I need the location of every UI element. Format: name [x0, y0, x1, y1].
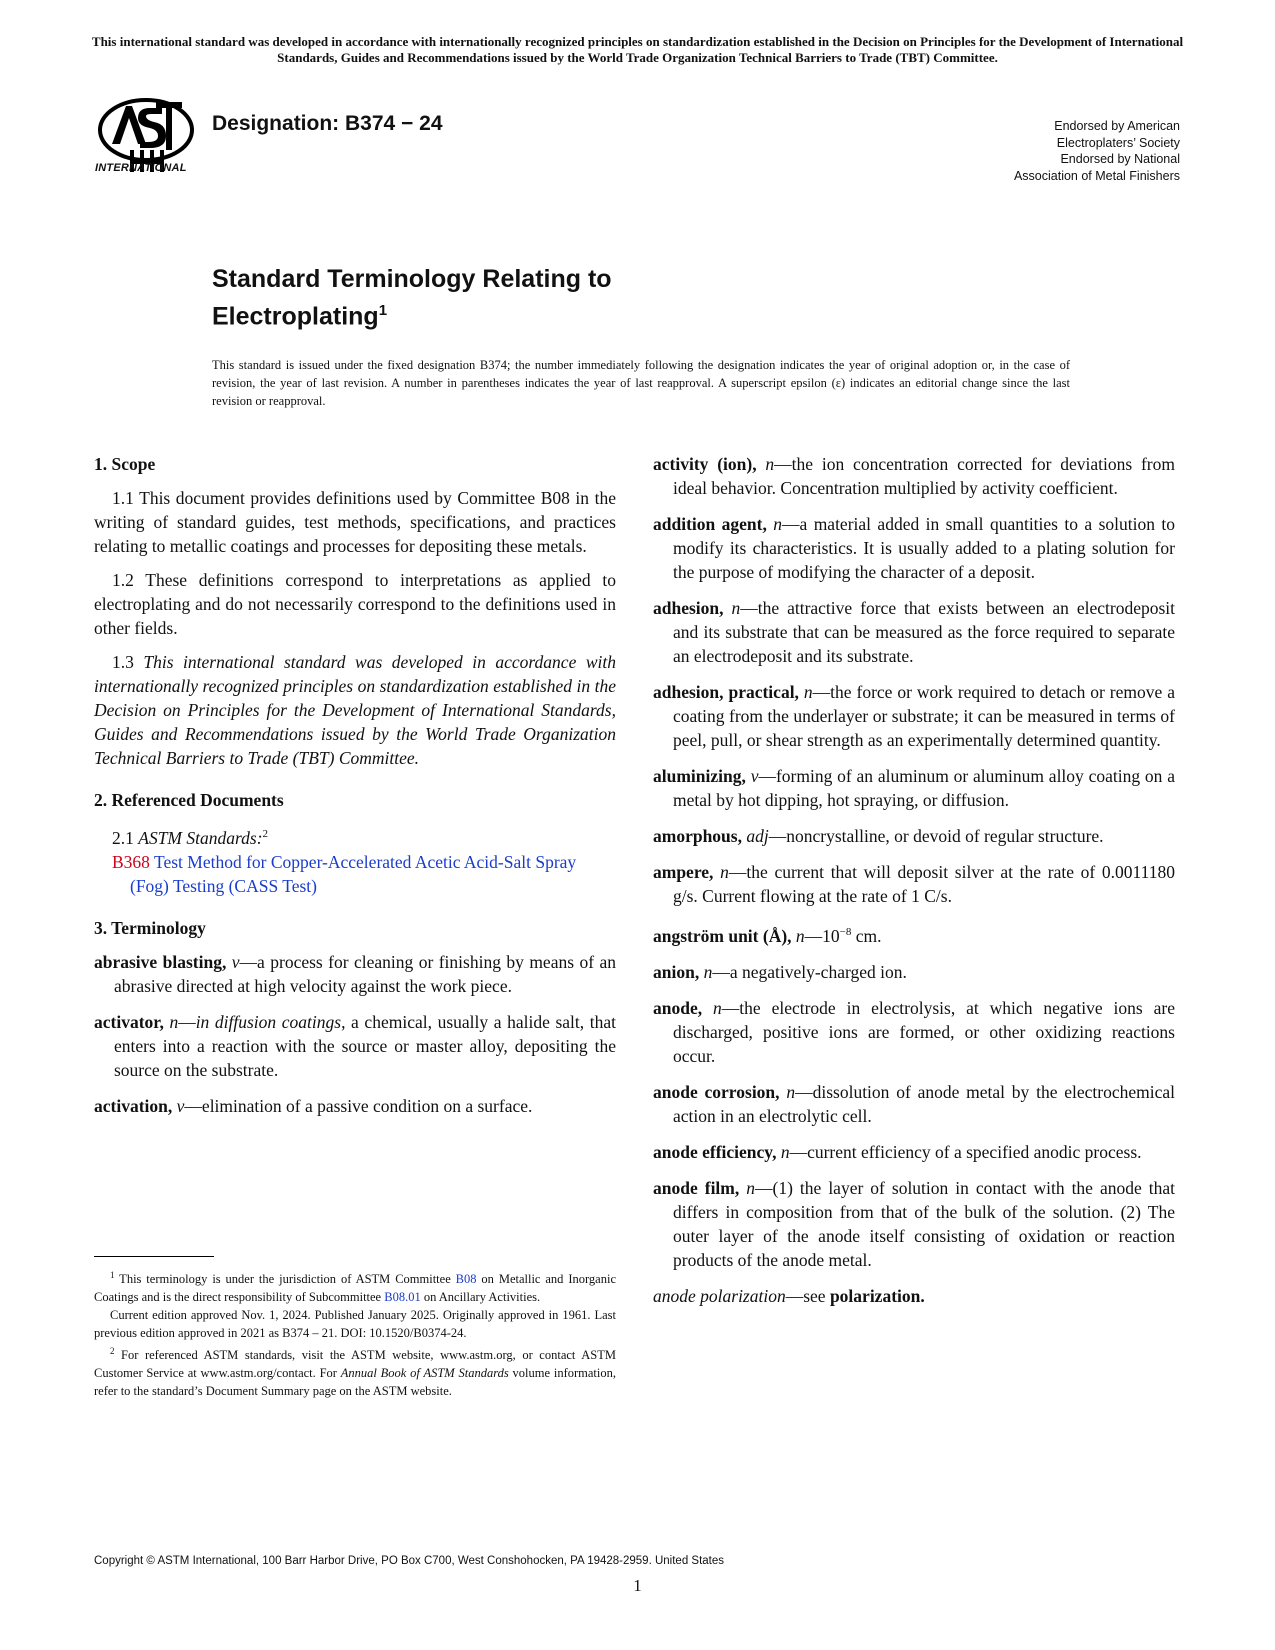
scope-paragraph: 1.1 This document provides definitions used by Committee B08 in the writing of standard guides, test methods, specifications, and practices relating to metallic coatings and processes for depositing these metals.	[94, 488, 616, 556]
footnote-divider	[94, 1256, 214, 1257]
issued-note: This standard is issued under the fixed designation B374; the number immediately following the designation indicates the year of original adoption or, in the case of revision, the year of last revision. A number in parentheses indicates the year of last reapproval. A superscript epsilon (ε) indicates an editorial change since the last revision or reapproval.	[212, 358, 1070, 408]
left-column	[94, 452, 616, 1130]
header-notice: This international standard was developed in accordance with internationally recognized principles on standardization established in the Decision on Principles for the Development of International Standards, Guides and Recommendations issued by the World Trade Organization Technical Barriers to Trade (TBT) Committee.	[91, 34, 1184, 65]
committee-link[interactable]: B08	[455, 1272, 477, 1287]
footnote-1: $^1$ This terminology is under the jurisdiction of ASTM Committee B08 on Metallic and Inorganic Coatings and is the direct responsibility of Subcommittee B08.01 on Ancillary Activities.	[94, 1270, 617, 1305]
copyright: Copyright © ASTM International, 100 Barr Harbor Drive, PO Box C700, West Conshohocken, PA 19428-2959. United States	[94, 1555, 725, 1567]
page-title	[212, 263, 612, 332]
footnote-2: $^2$ For referenced ASTM standards, visit the ASTM website, www.astm.org, or contact ASTM Customer Service at www.astm.org/contact. For Annual Book of ASTM Standards volume information, refer to the standard’s Document Summary page on the ASTM website.	[94, 1346, 616, 1399]
term-entry: anion, n—a negatively-charged ion.	[653, 961, 907, 982]
term-entry: activator, n—in diffusion coatings, a chemical, usually a halide salt, that enters into a reaction with the source or master alloy, depositing the source on the substrate.	[94, 1011, 616, 1080]
term-entry: adhesion, practical, n—the force or work required to detach or remove a coating from the underlayer or substrate; it can be measured in terms of peel, pull, or shear strength as an experimentally determined quantity.	[653, 682, 1176, 750]
endorsement-line: Endorsed by National	[1060, 152, 1180, 166]
right-column	[653, 452, 1175, 1320]
term-entry: anode, n—the electrode in electrolysis, at which negative ions are discharged, positive ions are formed, or other oxidizing reactions occur.	[653, 997, 1175, 1066]
scope-paragraph: 1.3 This international standard was developed in accordance with internationally recognized principles on standardization established in the Decision on Principles for the Development of International Standards, Guides and Recommendations issued by the World Trade Organization Technical Barriers to Trade (TBT) Committee.	[94, 652, 617, 768]
footnote-edition: Current edition approved Nov. 1, 2024. Published January 2025. Originally approved in 1961. Last previous edition approved in 2021 as B374 – 21. DOI: 10.1520/B0374-24.	[94, 1308, 616, 1341]
term-entry: angström unit (Å), $n—10^{-8}$ cm.	[653, 925, 882, 946]
referenced-standard-link[interactable]: B368 Test Method for Copper-Accelerated Acetic Acid-Salt Spray (Fog) Testing (CASS Test)	[112, 851, 577, 896]
term-entry: anode film, n—(1) the layer of solution in contact with the anode that differs in composition from that of the bulk of the solution. (2) The outer layer of the anode itself consisting of oxidation or reaction products of the anode metal.	[653, 1177, 1175, 1270]
endorsement-line: Association of Metal Finishers	[1013, 168, 1180, 183]
term-entry: adhesion, n—the attractive force that exists between an electrodeposit and its substrate that can be measured as the force required to separate an electrodeposit and its substrate.	[653, 598, 1175, 666]
endorsement-line: Electroplaters’ Society	[1056, 135, 1180, 150]
term-entry: amorphous, adj—noncrystalline, or devoid of regular structure.	[653, 826, 1104, 846]
term-see-entry: anode polarization—see polarization.	[653, 1285, 925, 1306]
title-line-2: Electroplating$^1$	[212, 302, 388, 331]
page-number: 1	[633, 1576, 642, 1595]
term-entry: activation, v—elimination of a passive condition on a surface.	[94, 1095, 533, 1116]
section-heading-terminology: 3. Terminology	[94, 917, 206, 938]
title-footnote-marker[interactable]: 1	[378, 302, 388, 319]
term-entry: abrasive blasting, v—a process for cleaning or finishing by means of an abrasive directed at high velocity against the work piece.	[94, 951, 616, 996]
footnotes	[94, 1266, 616, 1400]
term-entry: addition agent, n—a material added in small quantities to a solution to modify its characteristics. It is usually added to a plating solution for the purpose of modifying the character of a deposit.	[653, 514, 1175, 582]
title-line-1: Standard Terminology Relating to	[212, 265, 612, 293]
term-entry: activity (ion), n—the ion concentration corrected for deviations from ideal behavior. Concentration multiplied by activity coefficient.	[653, 454, 1175, 498]
logo-caption: INTERNATIONAL	[95, 162, 187, 174]
designation: Designation: B374 − 24	[212, 112, 443, 135]
endorsements	[1014, 118, 1180, 184]
section-heading-scope: 1. Scope	[94, 454, 156, 474]
endorsement-line: Endorsed by American	[1054, 119, 1180, 133]
term-entry: aluminizing, v—forming of an aluminum or aluminum alloy coating on a metal by hot dipping, hot spraying, or diffusion.	[653, 766, 1175, 810]
section-heading-referenced: 2. Referenced Documents	[94, 790, 284, 810]
scope-paragraph: 1.2 These definitions correspond to interpretations as applied to electroplating and do not necessarily correspond to the definitions used in other fields.	[94, 570, 616, 638]
term-entry: anode corrosion, n—dissolution of anode metal by the electrochemical action in an electrolytic cell.	[653, 1081, 1176, 1126]
referenced-subheading: 2.1 ASTM Standards:$^2$	[112, 827, 269, 848]
subcommittee-link[interactable]: B08.01	[384, 1290, 421, 1305]
term-entry: anode efficiency, n—current efficiency of a specified anodic process.	[653, 1141, 1142, 1162]
term-entry: ampere, n—the current that will deposit silver at the rate of 0.0011180 g/s. Current flowing at the rate of 1 C/s.	[653, 862, 1176, 906]
